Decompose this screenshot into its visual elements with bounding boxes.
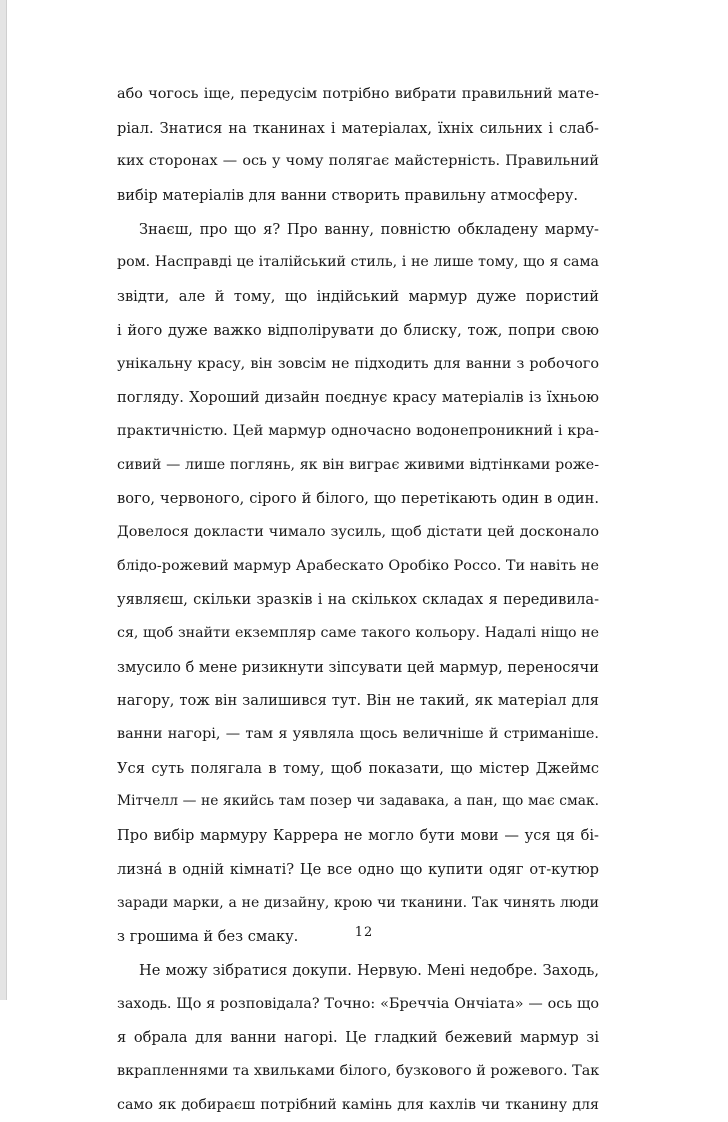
text-line: або чогось іще, передусім потрібно вибрати правильний мате- [117, 86, 599, 102]
text-line: звідти, але й тому, що індійський мармур дуже пористий [117, 288, 599, 306]
text-line: Не можу зібратися докупи. Нервую. Мені недобре. Заходь, [139, 961, 599, 979]
text-line: вого, червоного, сірого й білого, що перетікають один в один. [117, 490, 599, 508]
text-line: ких сторонах — ось у чому полягає майстерність. Правильний [117, 153, 599, 170]
text-line: заради марки, а не дизайну, крою чи тканини. Так чинять люди [117, 894, 599, 911]
text-line: я обрала для ванни нагорі. Це гладкий бежевий мармур зі [117, 1029, 599, 1047]
text-line: ся, щоб знайти екземпляр саме такого кольору. Надалі ніщо не [117, 625, 599, 641]
text-line: сивий — лише поглянь, як він виграє живими відтінками роже- [117, 456, 599, 473]
text-line: ріал. Знатися на тканинах і матеріалах, їхніх сильних і слаб- [117, 119, 599, 137]
text-line: і його дуже важко відполірувати до блиску, тож, попри свою [117, 321, 599, 339]
text-line: Про вибір мармуру Каррера не могло бути мови — уся ця бі- [117, 827, 599, 845]
page-number: 12 [354, 925, 374, 940]
paragraph-1 [117, 78, 599, 213]
text-line: Довелося докласти чимало зусиль, щоб дістати цей досконало [117, 523, 599, 540]
text-line: змусило б мене ризикнути зіпсувати цей мармур, переносячи [117, 658, 599, 676]
text-line: блідо-рожевий мармур Арабескато Оробіко Россо. Ти навіть не [117, 557, 599, 574]
paragraph-3 [117, 954, 599, 1122]
text-line: вибір матеріалів для ванни створить правильну атмосферу. [117, 187, 579, 205]
text-line: ванни нагорі, — там я уявляла щось величніше й стриманіше. [117, 726, 599, 743]
text-line: заходь. Що я розповідала? Точно: «Бреччіа Ончіата» — ось що [117, 995, 599, 1012]
text-line: вкрапленнями та хвильками білого, бузкового й рожевого. Так [117, 1062, 600, 1079]
text-line: само як добираєш потрібний камінь для кахлів чи тканину для [117, 1096, 599, 1113]
text-line: практичністю. Цей мармур одночасно водонепроникний і кра- [117, 422, 599, 439]
text-line: уявляєш, скільки зразків і на скількох складах я передивила- [117, 591, 599, 609]
paragraph-2 [117, 213, 599, 954]
text-line: ром. Насправді це італійський стиль, і не лише тому, що я сама [117, 254, 599, 271]
text-line: Уся суть полягала в тому, щоб показати, що містер Джеймс [117, 759, 599, 777]
page-edge-shadow [0, 0, 7, 1000]
text-line: нагору, тож він залишився тут. Він не такий, як матеріал для [117, 692, 599, 710]
text-line: лизна́ в одній кімнаті? Це все одно що купити одяг от-кутюр [117, 860, 599, 878]
text-line: Мітчелл — не якийсь там позер чи задавака, а пан, що має смак. [117, 793, 599, 810]
text-line: унікальну красу, він зовсім не підходить для ванни з робочого [117, 355, 599, 372]
text-line: погляду. Хороший дизайн поєднує красу матеріалів із їхньою [117, 389, 599, 407]
text-line: з грошима й без смаку. [117, 928, 299, 946]
text-line: Знаєш, про що я? Про ванну, повністю обкладену марму- [139, 220, 599, 238]
body-text [117, 78, 599, 1122]
